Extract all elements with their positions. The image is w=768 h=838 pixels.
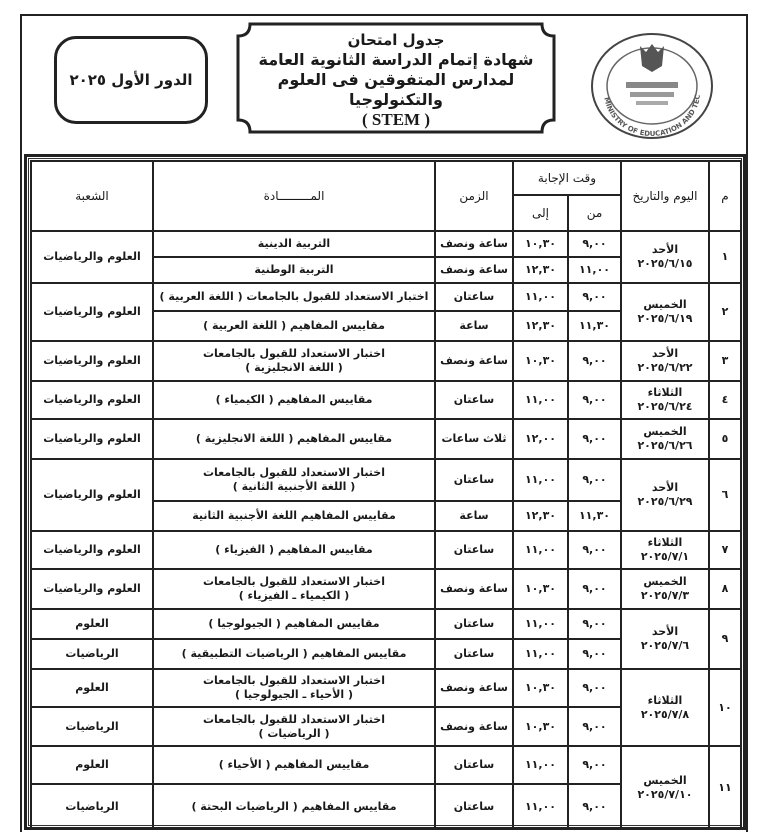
subject-name: اختبار الاستعداد للقبول بالجامعات <box>203 712 385 726</box>
subject-cell <box>153 531 435 569</box>
day-name: الخميس <box>643 575 687 588</box>
title-line-1: جدول امتحان <box>347 31 445 49</box>
subject-name: اختبار الاستعداد للقبول بالجامعات <box>203 674 385 687</box>
duration: ساعة ونصف <box>435 669 513 707</box>
subject-detail: ( الأحياء ـ الجيولوجيا ) <box>234 688 354 701</box>
day-name: الخميس <box>643 425 687 438</box>
subject-cell <box>153 501 435 531</box>
time-from: ٩,٠٠ <box>568 609 621 639</box>
duration: ساعتان <box>435 609 513 639</box>
time-from: ٩,٠٠ <box>568 784 621 829</box>
logo-text: MINISTRY OF EDUCATION AND TEC <box>602 93 702 139</box>
exam-date: ٢٠٢٥/٧/٨ <box>640 707 690 721</box>
row-index: ١٠ <box>709 669 741 746</box>
time-from: ١١,٣٠ <box>568 501 621 531</box>
time-from: ٩,٠٠ <box>568 669 621 707</box>
time-to: ١١,٠٠ <box>513 531 568 569</box>
subject-detail: ( اللغة الأجنبية الثانية ) <box>232 480 356 493</box>
time-from: ١١,٣٠ <box>568 311 621 341</box>
subject-cell <box>153 283 435 311</box>
time-from: ٩,٠٠ <box>568 531 621 569</box>
subject-name: مقاييس المفاهيم ( الأحياء ) <box>218 758 370 771</box>
day-name: الثلاثاء <box>647 693 683 707</box>
exam-schedule-table <box>30 160 742 830</box>
day-name: الأحد <box>651 625 679 638</box>
duration: ساعتان <box>435 381 513 419</box>
track-cell: العلوم <box>31 669 153 707</box>
exam-date: ٢٠٢٥/٦/١٩ <box>637 312 693 325</box>
subject-cell <box>153 311 435 341</box>
duration: ساعتان <box>435 531 513 569</box>
subject-cell <box>153 381 435 419</box>
col-subject: المـــــــــادة <box>153 161 435 231</box>
day-name: الأحد <box>651 481 679 494</box>
track-cell: العلوم والرياضيات <box>31 569 153 609</box>
col-track: الشعبة <box>31 161 153 231</box>
time-to: ١٢,٠٠ <box>513 419 568 459</box>
day-name: الثلاثاء <box>647 536 683 549</box>
table-row <box>31 283 741 311</box>
subject-detail: ( الرياضيات ) <box>258 726 330 740</box>
table-row <box>31 231 741 257</box>
time-from: ٩,٠٠ <box>568 419 621 459</box>
time-to: ١٠,٣٠ <box>513 707 568 746</box>
track-cell: الرياضيات <box>31 639 153 669</box>
exam-date: ٢٠٢٥/٦/١٥ <box>637 257 693 270</box>
day-date-cell <box>621 531 709 569</box>
subject-name: مقاييس المفاهيم ( الرياضيات التطبيقية ) <box>181 647 407 660</box>
title-line-2: شهادة إتمام الدراسة الثانوية العامة <box>258 50 534 69</box>
subject-name: مقاييس المفاهيم ( الرياضيات البحتة ) <box>191 799 397 813</box>
row-index: ٥ <box>709 419 741 459</box>
time-to: ١١,٠٠ <box>513 381 568 419</box>
subject-cell <box>153 231 435 257</box>
table-row <box>31 531 741 569</box>
table-row <box>31 419 741 459</box>
ministry-logo <box>590 32 714 140</box>
time-to: ١١,٠٠ <box>513 639 568 669</box>
row-index: ٨ <box>709 569 741 609</box>
exam-date: ٢٠٢٥/٦/٢٩ <box>637 495 693 508</box>
track-cell: العلوم والرياضيات <box>31 283 153 341</box>
time-from: ٩,٠٠ <box>568 231 621 257</box>
duration: ساعة ونصف <box>435 569 513 609</box>
exam-date: ٢٠٢٥/٧/٦ <box>640 639 690 652</box>
time-to: ١١,٠٠ <box>513 459 568 501</box>
time-from: ٩,٠٠ <box>568 341 621 381</box>
track-cell: الرياضيات <box>31 707 153 746</box>
subject-name: مقاييس المفاهيم ( اللغة الانجليزية ) <box>195 432 393 445</box>
day-name: الخميس <box>643 773 687 787</box>
track-cell: الرياضيات <box>31 784 153 829</box>
time-to: ١٢,٣٠ <box>513 257 568 283</box>
subject-cell <box>153 257 435 283</box>
exam-date: ٢٠٢٥/٦/٢٤ <box>637 400 693 413</box>
duration: ساعة ونصف <box>435 231 513 257</box>
row-index: ١١ <box>709 746 741 829</box>
day-date-cell <box>621 381 709 419</box>
subject-cell <box>153 609 435 639</box>
title-box <box>236 22 556 134</box>
table-row <box>31 746 741 784</box>
duration: ساعتان <box>435 459 513 501</box>
track-cell: العلوم والرياضيات <box>31 231 153 283</box>
subject-cell <box>153 639 435 669</box>
track-cell: العلوم والرياضيات <box>31 381 153 419</box>
day-date-cell <box>621 231 709 283</box>
table-row <box>31 341 741 381</box>
duration: ساعتان <box>435 784 513 829</box>
subject-name: اختبار الاستعداد للقبول بالجامعات <box>203 575 385 588</box>
subject-name: التربية الوطنية <box>254 263 334 276</box>
subject-name: مقاييس المفاهيم ( الكيمياء ) <box>215 393 373 406</box>
row-index: ٢ <box>709 283 741 341</box>
track-cell: العلوم والرياضيات <box>31 459 153 531</box>
row-index: ٣ <box>709 341 741 381</box>
day-date-cell <box>621 283 709 341</box>
day-name: الأحد <box>651 347 679 360</box>
row-index: ٩ <box>709 609 741 669</box>
exam-date: ٢٠٢٥/٧/١ <box>640 550 690 563</box>
title-line-3: لمدارس المتفوقين فى العلوم والتكنولوجيا <box>277 70 515 109</box>
subject-cell <box>153 746 435 784</box>
col-duration: الزمن <box>435 161 513 231</box>
subject-name: اختبار الاستعداد للقبول بالجامعات <box>203 347 385 360</box>
col-index: م <box>709 161 741 231</box>
subject-name: مقاييس المفاهيم ( الفيزياء ) <box>215 543 373 556</box>
day-date-cell <box>621 669 709 746</box>
track-cell: العلوم والرياضيات <box>31 341 153 381</box>
duration: ساعتان <box>435 283 513 311</box>
day-date-cell <box>621 419 709 459</box>
subject-name: مقاييس المفاهيم ( اللغة العربية ) <box>203 319 385 332</box>
subject-detail: ( الكيمياء ـ الفيزياء ) <box>238 589 350 602</box>
row-index: ٧ <box>709 531 741 569</box>
subject-cell <box>153 707 435 746</box>
session-label: الدور الأول ٢٠٢٥ <box>69 71 193 89</box>
table-row <box>31 609 741 639</box>
duration: ساعة <box>435 311 513 341</box>
day-date-cell <box>621 459 709 531</box>
subject-cell <box>153 569 435 609</box>
day-date-cell <box>621 746 709 829</box>
duration: ثلاث ساعات <box>435 419 513 459</box>
track-cell: العلوم والرياضيات <box>31 531 153 569</box>
time-to: ١١,٠٠ <box>513 746 568 784</box>
day-date-cell <box>621 341 709 381</box>
exam-date: ٢٠٢٥/٦/٢٢ <box>637 361 693 374</box>
time-from: ٩,٠٠ <box>568 707 621 746</box>
time-from: ٩,٠٠ <box>568 459 621 501</box>
time-to: ١١,٠٠ <box>513 784 568 829</box>
table-body <box>31 231 741 829</box>
track-cell: العلوم <box>31 746 153 784</box>
time-from: ٩,٠٠ <box>568 639 621 669</box>
subject-cell <box>153 459 435 501</box>
col-from: من <box>568 195 621 231</box>
time-from: ٩,٠٠ <box>568 283 621 311</box>
subject-cell <box>153 784 435 829</box>
day-name: الثلاثاء <box>647 386 683 399</box>
col-answer-time: وقت الإجابة <box>513 161 621 195</box>
time-to: ١٠,٣٠ <box>513 669 568 707</box>
time-to: ١١,٠٠ <box>513 283 568 311</box>
subject-name: مقاييس المفاهيم اللغة الأجنبية الثانية <box>192 509 396 522</box>
row-index: ٦ <box>709 459 741 531</box>
time-from: ٩,٠٠ <box>568 746 621 784</box>
subject-name: التربية الدينية <box>257 237 331 250</box>
time-to: ١٠,٣٠ <box>513 341 568 381</box>
time-to: ١٢,٣٠ <box>513 501 568 531</box>
time-to: ١٠,٣٠ <box>513 231 568 257</box>
subject-detail: ( اللغة الانجليزية ) <box>245 361 343 374</box>
duration: ساعتان <box>435 746 513 784</box>
day-date-cell <box>621 569 709 609</box>
row-index: ٤ <box>709 381 741 419</box>
track-cell: العلوم <box>31 609 153 639</box>
day-name: الأحد <box>651 243 679 256</box>
duration: ساعتان <box>435 639 513 669</box>
exam-date: ٢٠٢٥/٧/٣ <box>640 589 690 602</box>
title-line-4: ( STEM ) <box>362 110 430 129</box>
col-to: إلى <box>513 195 568 231</box>
table-row <box>31 569 741 609</box>
table-row <box>31 669 741 707</box>
title-text <box>236 30 556 130</box>
time-to: ١٠,٣٠ <box>513 569 568 609</box>
subject-cell <box>153 669 435 707</box>
day-date-cell <box>621 609 709 669</box>
subject-name: مقاييس المفاهيم ( الجيولوجيا ) <box>208 617 380 630</box>
session-box <box>54 36 208 124</box>
time-to: ١١,٠٠ <box>513 609 568 639</box>
time-from: ٩,٠٠ <box>568 569 621 609</box>
subject-name: اختبار الاستعداد للقبول بالجامعات ( اللغة العربية ) <box>159 290 429 303</box>
subject-name: اختبار الاستعداد للقبول بالجامعات <box>203 466 385 479</box>
exam-date: ٢٠٢٥/٦/٢٦ <box>637 439 693 452</box>
duration: ساعة ونصف <box>435 257 513 283</box>
time-from: ٩,٠٠ <box>568 381 621 419</box>
subject-cell <box>153 341 435 381</box>
table-row <box>31 459 741 501</box>
col-day-date: اليوم والتاريخ <box>621 161 709 231</box>
duration: ساعة <box>435 501 513 531</box>
row-index: ١ <box>709 231 741 283</box>
duration: ساعة ونصف <box>435 707 513 746</box>
table-row <box>31 381 741 419</box>
time-from: ١١,٠٠ <box>568 257 621 283</box>
time-to: ١٢,٣٠ <box>513 311 568 341</box>
day-name: الخميس <box>643 298 687 311</box>
exam-date: ٢٠٢٥/٧/١٠ <box>637 787 693 801</box>
duration: ساعة ونصف <box>435 341 513 381</box>
track-cell: العلوم والرياضيات <box>31 419 153 459</box>
subject-cell <box>153 419 435 459</box>
